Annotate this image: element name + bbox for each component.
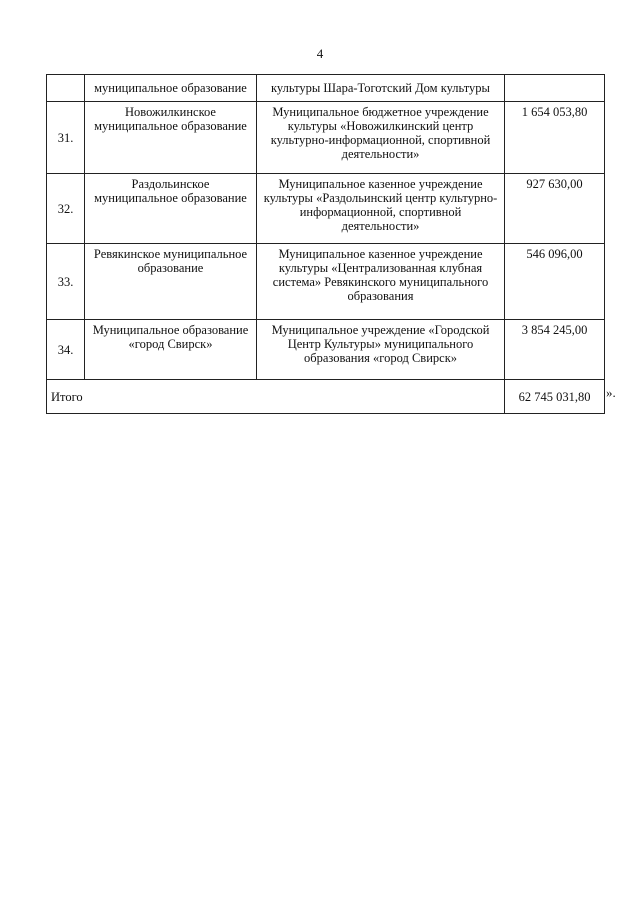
- cell-number: 33.: [47, 244, 85, 320]
- closing-quote-mark: ».: [606, 385, 616, 400]
- cell-amount: 927 630,00: [505, 174, 605, 244]
- cell-institution: Муниципальное бюджетное учреждение культуры «Новожилкинский центр культурно-информационной, спортивной деятельности»: [257, 102, 505, 174]
- cell-number: [47, 75, 85, 102]
- cell-municipality: муниципальное образование: [85, 75, 257, 102]
- cell-amount: 1 654 053,80: [505, 102, 605, 174]
- cell-municipality: Ревякинское муниципальное образование: [85, 244, 257, 320]
- cell-institution: Муниципальное казенное учреждение культуры «Централизованная клубная система» Ревякинского муниципального образования: [257, 244, 505, 320]
- cell-number: 31.: [47, 102, 85, 174]
- table-row: [47, 244, 605, 320]
- cell-municipality: Раздольинское муниципальное образование: [85, 174, 257, 244]
- table-row-continuation: [47, 75, 605, 102]
- cell-amount: [505, 75, 605, 102]
- total-label: Итого: [47, 380, 505, 414]
- cell-municipality: Новожилкинское муниципальное образование: [85, 102, 257, 174]
- cell-municipality: Муниципальное образование «город Свирск»: [85, 320, 257, 380]
- cell-institution: культуры Шара-Тоготский Дом культуры: [257, 75, 505, 102]
- cell-amount: 546 096,00: [505, 244, 605, 320]
- funding-table: [46, 74, 605, 414]
- page-number: 4: [316, 46, 324, 61]
- cell-institution: Муниципальное казенное учреждение культуры «Раздольинский центр культурно-информационной, спортивной деятельности»: [257, 174, 505, 244]
- table-row-total: [47, 380, 605, 414]
- cell-institution: Муниципальное учреждение «Городской Центр Культуры» муниципального образования «город Свирск»: [257, 320, 505, 380]
- cell-number: 32.: [47, 174, 85, 244]
- table-row: [47, 102, 605, 174]
- cell-amount: 3 854 245,00: [505, 320, 605, 380]
- table-row: [47, 174, 605, 244]
- table-row: [47, 320, 605, 380]
- cell-number: 34.: [47, 320, 85, 380]
- total-amount: 62 745 031,80: [505, 380, 605, 414]
